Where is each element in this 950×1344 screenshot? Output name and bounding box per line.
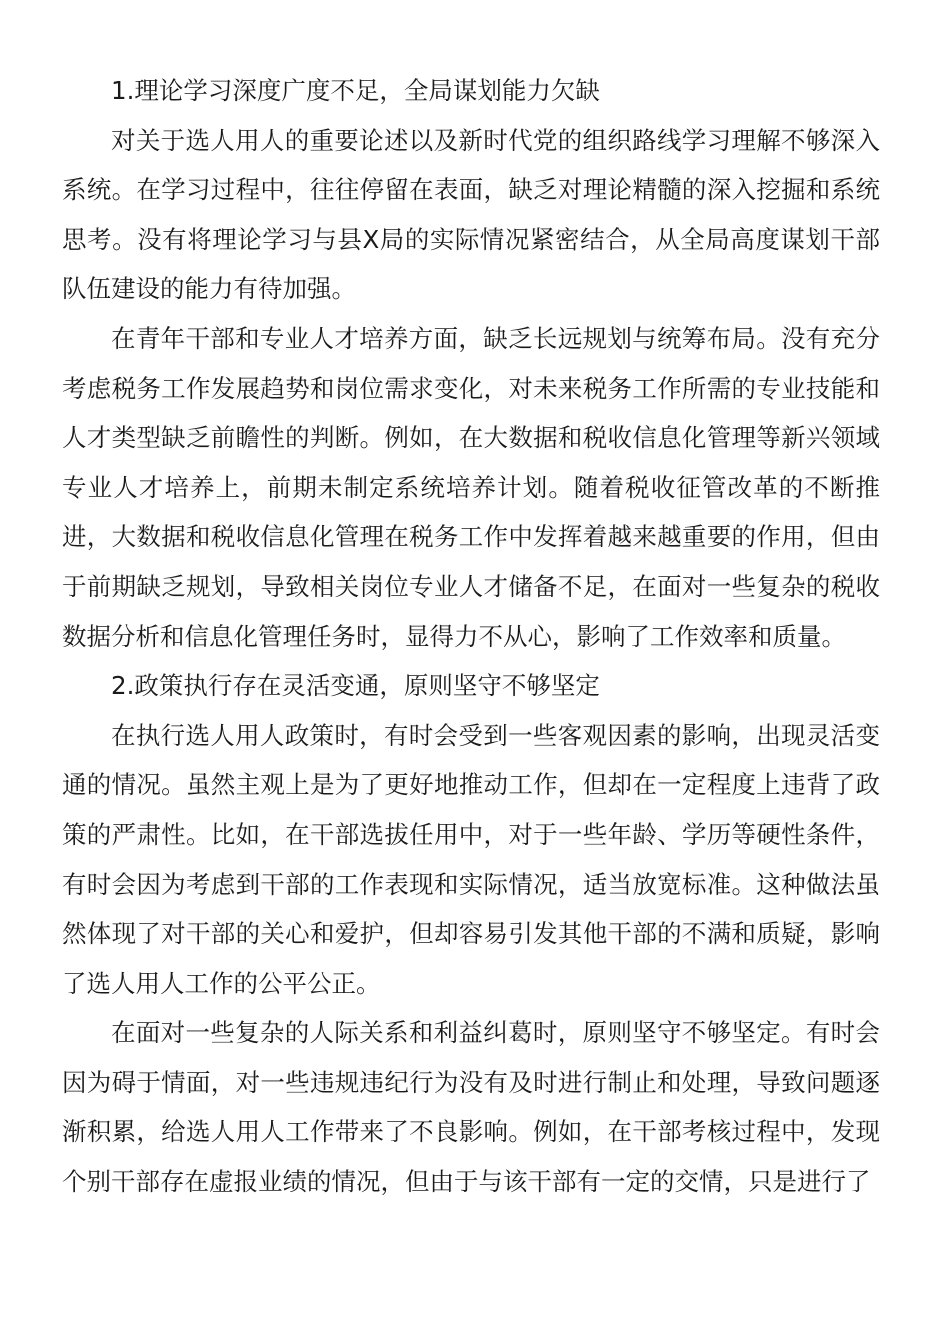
section-heading-1: 1.理论学习深度广度不足，全局谋划能力欠缺 <box>111 76 600 105</box>
body-paragraph-2: 在青年干部和专业人才培养方面，缺乏长远规划与统筹布局。没有充分考虑税务工作发展趋势和岗位需求变化，对未来税务工作所需的专业技能和人才类型缺乏前瞻性的判断。例如，在大数据和税收信息化管理等新兴领域专业人才培养上，前期未制定系统培养计划。随着税收征管改革的不断推进，大数据和税收信息化管理在税务工作中发挥着越来越重要的作用，但由于前期缺乏规划，导致相关岗位专业人才储备不足，在面对一些复杂的税收数据分析和信息化管理任务时，显得力不从心，影响了工作效率和质量。 <box>62 323 880 651</box>
body-paragraph-3: 在执行选人用人政策时，有时会受到一些客观因素的影响，出现灵活变通的情况。虽然主观上是为了更好地推动工作，但却在一定程度上违背了政策的严肃性。比如，在干部选拔任用中，对于一些年龄、学历等硬性条件，有时会因为考虑到干部的工作表现和实际情况，适当放宽标准。这种做法虽然体现了对干部的关心和爱护，但却容易引发其他干部的不满和质疑，影响了选人用人工作的公平公正。 <box>62 720 880 998</box>
body-paragraph-1: 对关于选人用人的重要论述以及新时代党的组织路线学习理解不够深入系统。在学习过程中，往往停留在表面，缺乏对理论精髓的深入挖掘和系统思考。没有将理论学习与县X局的实际情况紧密结合，从全局高度谋划干部队伍建设的能力有待加强。 <box>62 125 880 304</box>
section-heading-2: 2.政策执行存在灵活变通，原则坚守不够坚定 <box>111 671 600 701</box>
body-paragraph-4: 在面对一些复杂的人际关系和利益纠葛时，原则坚守不够坚定。有时会因为碍于情面，对一些违规违纪行为没有及时进行制止和处理，导致问题逐渐积累，给选人用人工作带来了不良影响。例如，在干部考核过程中，发现个别干部存在虚报业绩的情况，但由于与该干部有一定的交情，只是进行了 <box>62 1018 880 1197</box>
